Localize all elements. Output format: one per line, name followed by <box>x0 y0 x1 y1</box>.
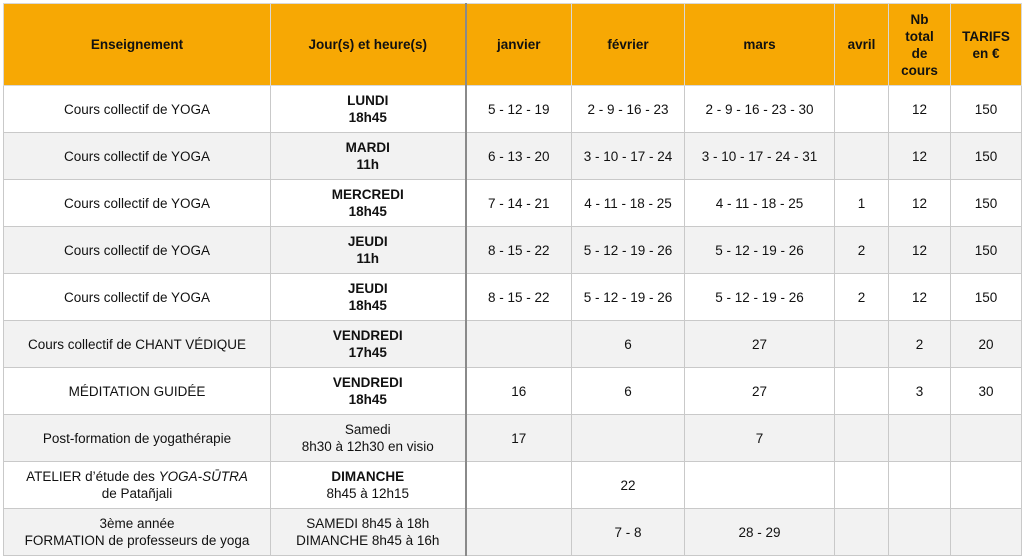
tarif: 150 <box>951 86 1022 133</box>
course-time <box>271 133 466 180</box>
time-line: VENDREDI <box>332 328 403 343</box>
time-line: MERCREDI <box>331 187 404 202</box>
dates-janvier: 16 <box>466 368 572 415</box>
table-row <box>4 274 1022 321</box>
header-euro-line: en € <box>972 45 1000 61</box>
course-name <box>4 509 271 556</box>
nb-total-cours <box>889 415 951 462</box>
time-line: DIMANCHE <box>331 469 405 484</box>
time-line: DIMANCHE 8h45 à 16h <box>296 533 440 548</box>
time-line: 8h45 à 12h15 <box>326 486 410 501</box>
table-row <box>4 86 1022 133</box>
dates-fevrier <box>572 415 685 462</box>
dates-mars: 27 <box>685 321 835 368</box>
nb-total-cours: 3 <box>889 368 951 415</box>
course-text: ATELIER d’étude des <box>26 469 159 484</box>
schedule-table <box>3 3 1022 556</box>
dates-janvier: 8 - 15 - 22 <box>466 227 572 274</box>
dates-mars: 5 - 12 - 19 - 26 <box>685 227 835 274</box>
dates-fevrier: 2 - 9 - 16 - 23 <box>572 86 685 133</box>
dates-avril <box>835 321 889 368</box>
tarif: 150 <box>951 227 1022 274</box>
course-name: Cours collectif de YOGA <box>4 227 271 274</box>
dates-mars <box>685 462 835 509</box>
header-total-line: total <box>905 28 934 44</box>
header-janvier: janvier <box>466 4 572 86</box>
dates-avril <box>835 415 889 462</box>
header-de-line: de <box>911 45 928 61</box>
header-avril: avril <box>835 4 889 86</box>
tarif: 30 <box>951 368 1022 415</box>
dates-janvier: 17 <box>466 415 572 462</box>
dates-janvier: 5 - 12 - 19 <box>466 86 572 133</box>
course-time <box>271 321 466 368</box>
table-row <box>4 462 1022 509</box>
dates-fevrier: 3 - 10 - 17 - 24 <box>572 133 685 180</box>
course-name: MÉDITATION GUIDÉE <box>4 368 271 415</box>
time-line: JEUDI <box>347 234 388 249</box>
dates-janvier <box>466 462 572 509</box>
time-line: 11h <box>356 251 380 266</box>
time-line: JEUDI <box>347 281 388 296</box>
tarif <box>951 415 1022 462</box>
time-line: 18h45 <box>348 204 387 219</box>
course-time <box>271 180 466 227</box>
dates-fevrier: 7 - 8 <box>572 509 685 556</box>
table-row <box>4 368 1022 415</box>
course-name: Cours collectif de YOGA <box>4 274 271 321</box>
dates-avril <box>835 133 889 180</box>
dates-mars: 3 - 10 - 17 - 24 - 31 <box>685 133 835 180</box>
table-row <box>4 321 1022 368</box>
time-line: 11h <box>356 157 380 172</box>
course-text: 3ème année <box>99 516 175 531</box>
tarif: 150 <box>951 180 1022 227</box>
dates-mars: 2 - 9 - 16 - 23 - 30 <box>685 86 835 133</box>
dates-avril <box>835 86 889 133</box>
time-line: SAMEDI 8h45 à 18h <box>306 516 430 531</box>
nb-total-cours: 12 <box>889 86 951 133</box>
time-line: VENDREDI <box>332 375 403 390</box>
header-enseignement: Enseignement <box>4 4 271 86</box>
course-name <box>4 462 271 509</box>
header-nb-total <box>889 4 951 86</box>
dates-avril <box>835 368 889 415</box>
course-text: FORMATION de professeurs de yoga <box>24 533 250 548</box>
nb-total-cours: 12 <box>889 227 951 274</box>
dates-mars: 28 - 29 <box>685 509 835 556</box>
time-line: 18h45 <box>348 110 387 125</box>
course-time <box>271 462 466 509</box>
course-time <box>271 415 466 462</box>
course-time <box>271 368 466 415</box>
course-text-italic: YOGA-SŪTRA <box>158 469 248 484</box>
course-time <box>271 274 466 321</box>
dates-mars: 5 - 12 - 19 - 26 <box>685 274 835 321</box>
tarif <box>951 509 1022 556</box>
nb-total-cours: 12 <box>889 133 951 180</box>
header-row <box>4 4 1022 86</box>
dates-mars: 4 - 11 - 18 - 25 <box>685 180 835 227</box>
dates-avril: 2 <box>835 227 889 274</box>
header-tarifs <box>951 4 1022 86</box>
dates-janvier: 7 - 14 - 21 <box>466 180 572 227</box>
nb-total-cours: 2 <box>889 321 951 368</box>
dates-janvier: 6 - 13 - 20 <box>466 133 572 180</box>
course-name: Cours collectif de YOGA <box>4 133 271 180</box>
tarif: 150 <box>951 274 1022 321</box>
nb-total-cours: 12 <box>889 180 951 227</box>
dates-fevrier: 22 <box>572 462 685 509</box>
time-line: LUNDI <box>347 93 389 108</box>
time-line: MARDI <box>345 140 390 155</box>
course-time <box>271 509 466 556</box>
table-row <box>4 227 1022 274</box>
course-name: Cours collectif de YOGA <box>4 86 271 133</box>
nb-total-cours <box>889 509 951 556</box>
dates-mars: 27 <box>685 368 835 415</box>
time-line: 17h45 <box>348 345 387 360</box>
time-line: 18h45 <box>348 392 387 407</box>
header-fevrier: février <box>572 4 685 86</box>
table-row <box>4 180 1022 227</box>
course-time <box>271 227 466 274</box>
course-name: Post-formation de yogathérapie <box>4 415 271 462</box>
dates-janvier: 8 - 15 - 22 <box>466 274 572 321</box>
course-text: de Patañjali <box>101 486 173 501</box>
course-name: Cours collectif de CHANT VÉDIQUE <box>4 321 271 368</box>
header-tarifs-line: TARIFS <box>962 28 1010 44</box>
dates-fevrier: 6 <box>572 321 685 368</box>
tarif: 20 <box>951 321 1022 368</box>
header-cours-line: cours <box>901 62 938 78</box>
dates-fevrier: 6 <box>572 368 685 415</box>
header-jours: Jour(s) et heure(s) <box>271 4 466 86</box>
tarif <box>951 462 1022 509</box>
course-name: Cours collectif de YOGA <box>4 180 271 227</box>
dates-avril <box>835 509 889 556</box>
header-mars: mars <box>685 4 835 86</box>
dates-avril <box>835 462 889 509</box>
tarif: 150 <box>951 133 1022 180</box>
time-line: Samedi <box>344 422 391 437</box>
nb-total-cours <box>889 462 951 509</box>
dates-fevrier: 5 - 12 - 19 - 26 <box>572 227 685 274</box>
nb-total-cours: 12 <box>889 274 951 321</box>
dates-janvier <box>466 321 572 368</box>
dates-fevrier: 4 - 11 - 18 - 25 <box>572 180 685 227</box>
dates-mars: 7 <box>685 415 835 462</box>
dates-avril: 2 <box>835 274 889 321</box>
dates-janvier <box>466 509 572 556</box>
course-time <box>271 86 466 133</box>
header-nb-line: Nb <box>910 11 929 27</box>
time-line: 18h45 <box>348 298 387 313</box>
time-line: 8h30 à 12h30 en visio <box>301 439 434 454</box>
dates-fevrier: 5 - 12 - 19 - 26 <box>572 274 685 321</box>
table-row <box>4 509 1022 556</box>
dates-avril: 1 <box>835 180 889 227</box>
table-row <box>4 415 1022 462</box>
table-row <box>4 133 1022 180</box>
